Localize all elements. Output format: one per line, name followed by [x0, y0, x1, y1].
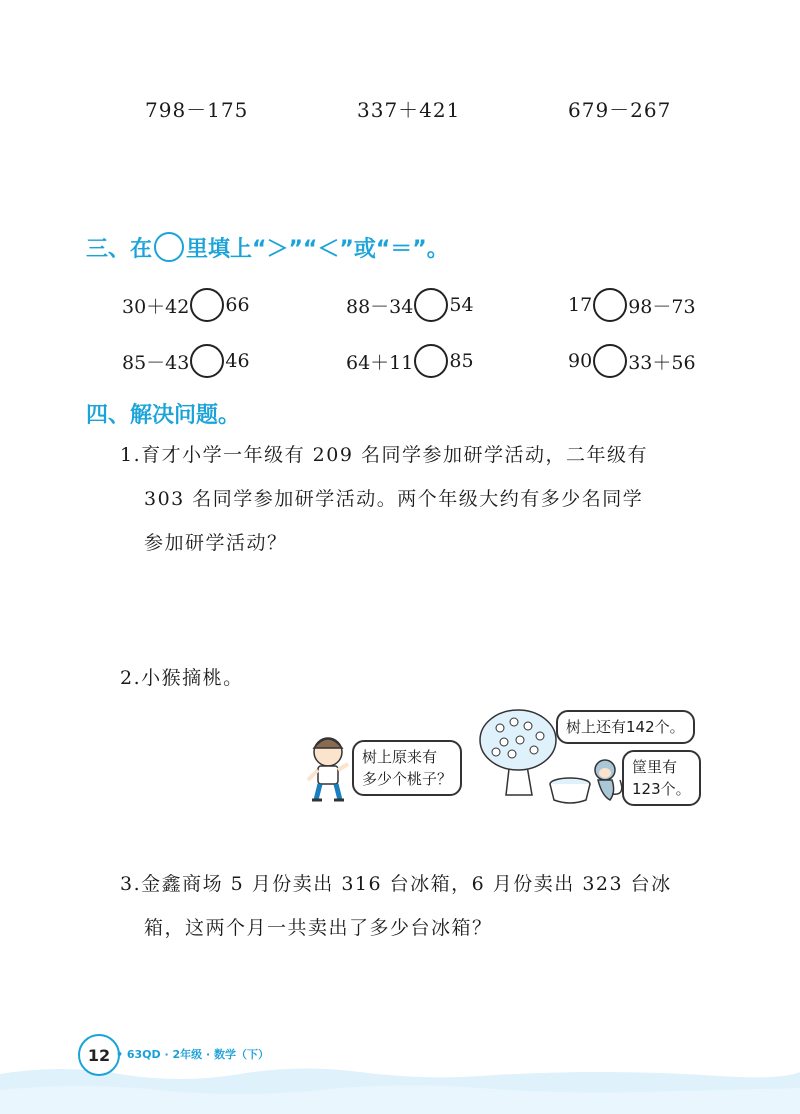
compare-right: 33＋56: [628, 351, 696, 374]
compare-right: 98－73: [628, 295, 696, 318]
compare-item: [568, 288, 696, 322]
problem-line: 303 名同学参加研学活动。两个年级大约有多少名同学: [144, 488, 644, 510]
compare-item: [122, 344, 250, 378]
book-info: • 63QD · 2年级 · 数学（下）: [116, 1048, 269, 1061]
arith-expression-2: 337＋421: [357, 98, 461, 122]
compare-left: 90: [568, 350, 593, 372]
problem-number: 1.: [120, 444, 142, 466]
arith-expression-1: 798－175: [145, 98, 249, 122]
problem-line: 金鑫商场 5 月份卖出 316 台冰箱，6 月份卖出 323 台冰: [141, 873, 672, 895]
bubble-line: 树上还有142个。: [566, 718, 685, 736]
arith-expression-3: 679－267: [568, 98, 672, 122]
bubble-line: 树上原来有: [362, 748, 438, 766]
circle-icon: [154, 232, 184, 262]
section-3-prefix: 三、在: [86, 237, 153, 262]
section-3-suffix: 里填上“＞”“＜”或“＝”。: [186, 237, 449, 262]
problem-line: 小猴摘桃。: [141, 667, 244, 689]
problem-3: [120, 862, 740, 950]
compare-left: 64＋11: [346, 351, 414, 374]
problem-line: 参加研学活动？: [144, 532, 288, 554]
bubble-line: 123个。: [632, 780, 691, 798]
compare-right: 66: [225, 294, 250, 316]
compare-item: [122, 288, 250, 322]
problem-1: [120, 433, 740, 565]
bubble-line: 多少个桃子？: [362, 770, 453, 788]
compare-right: 85: [449, 350, 474, 372]
problem-number: 3.: [120, 873, 142, 895]
compare-right: 46: [225, 350, 250, 372]
section-3-title: [86, 232, 449, 263]
boy-speech-bubble: [352, 740, 462, 796]
answer-circle[interactable]: [593, 344, 627, 378]
compare-item: [346, 344, 474, 378]
problem-line: 育才小学一年级有 209 名同学参加研学活动，二年级有: [141, 444, 648, 466]
tree-speech-bubble: [556, 710, 695, 744]
problem-2: [120, 656, 244, 700]
boy-icon: [308, 738, 348, 800]
compare-left: 85－43: [122, 351, 190, 374]
monkey-speech-bubble: [622, 750, 701, 806]
bubble-line: 筐里有: [632, 758, 678, 776]
problem-line: 箱，这两个月一共卖出了多少台冰箱？: [144, 917, 493, 939]
compare-left: 88－34: [346, 295, 414, 318]
peach-tree-icon: [480, 710, 556, 795]
compare-left: 30＋42: [122, 295, 190, 318]
answer-circle[interactable]: [414, 344, 448, 378]
answer-circle[interactable]: [414, 288, 448, 322]
monkey-icon: [595, 760, 622, 800]
answer-circle[interactable]: [593, 288, 627, 322]
section-4-title: 四、解决问题。: [86, 403, 241, 428]
compare-item: [346, 288, 474, 322]
compare-right: 54: [449, 294, 474, 316]
compare-left: 17: [568, 294, 593, 316]
compare-item: [568, 344, 696, 378]
problem-number: 2.: [120, 667, 142, 689]
page-number: 12: [78, 1034, 120, 1076]
answer-circle[interactable]: [190, 288, 224, 322]
basket-icon: [550, 778, 590, 803]
answer-circle[interactable]: [190, 344, 224, 378]
